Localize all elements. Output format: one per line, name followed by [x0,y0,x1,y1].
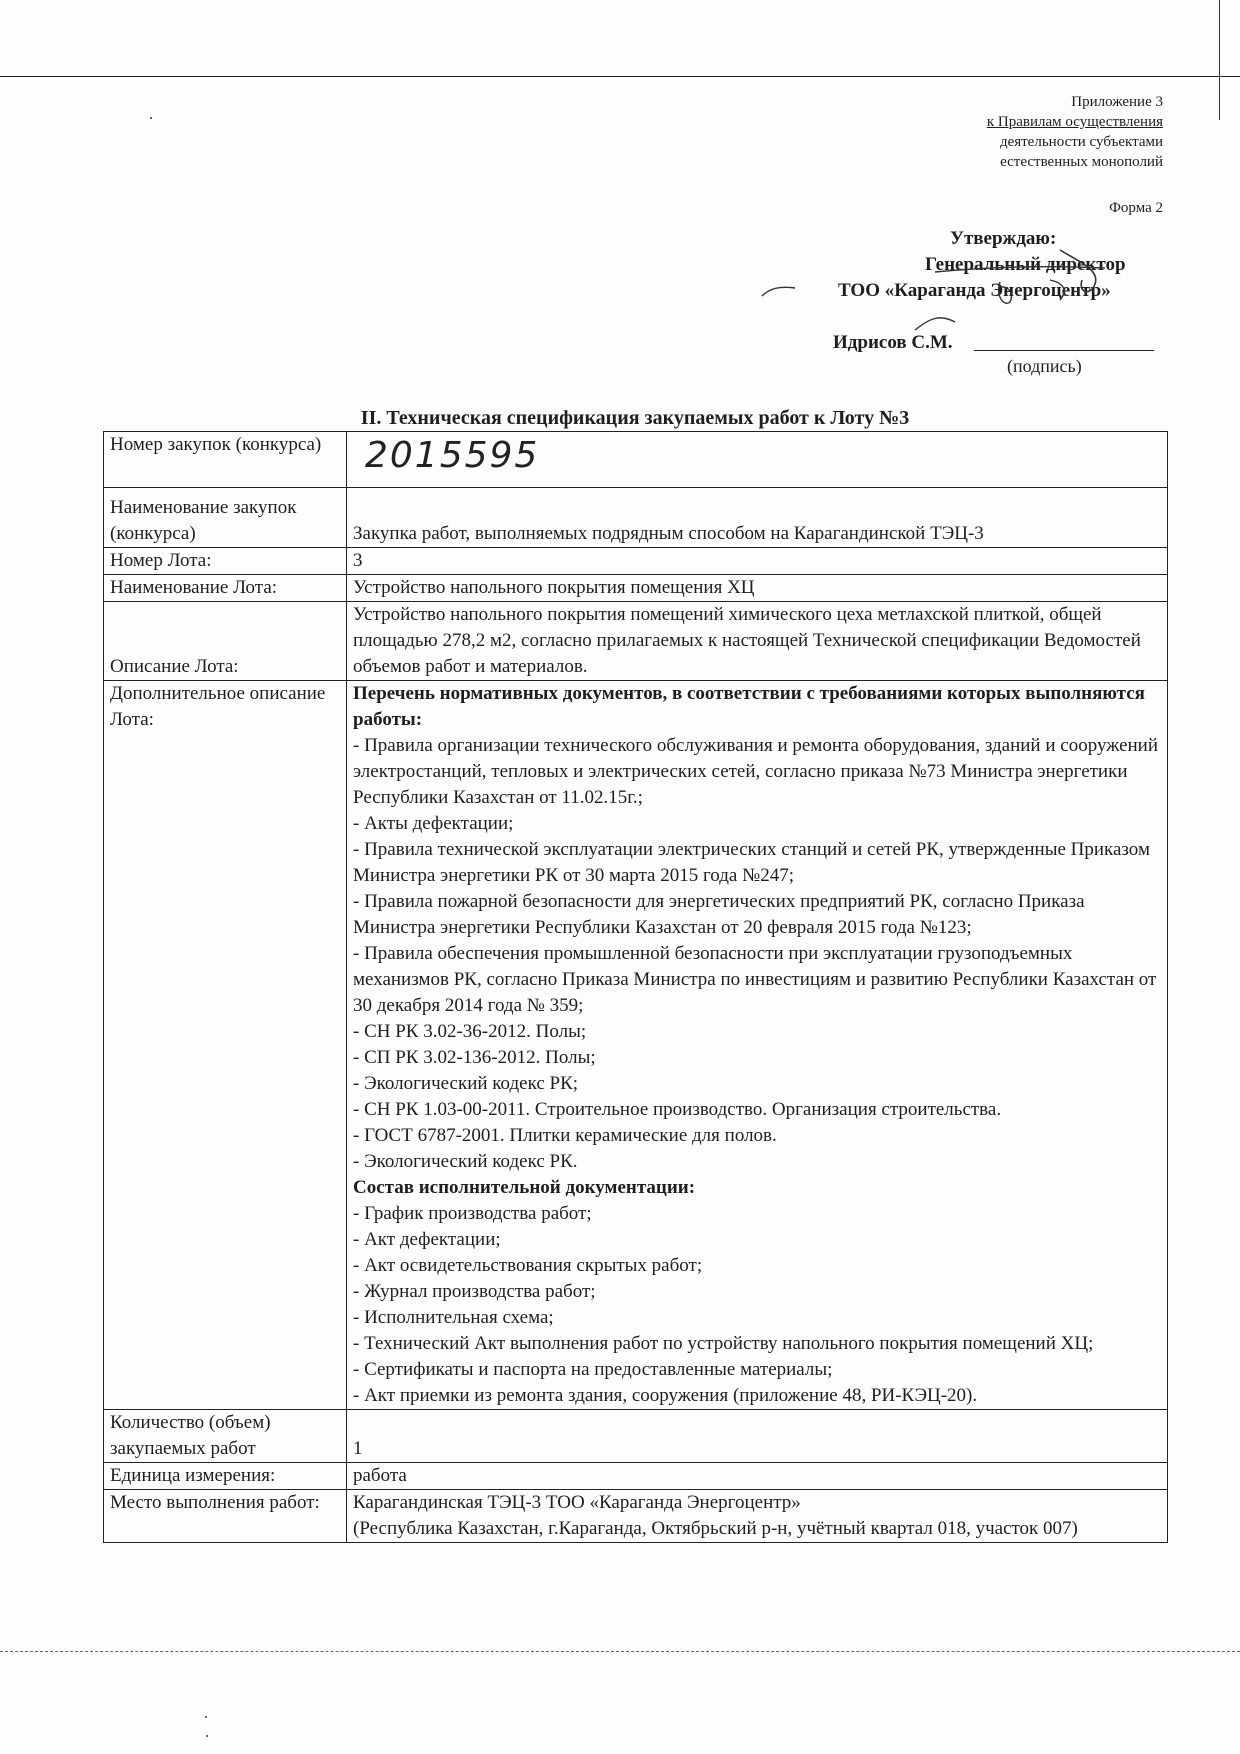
doc-item: - Сертификаты и паспорта на предоставленные материалы; [353,1359,833,1380]
appendix-reference [833,92,1163,172]
norm-item: - СН РК 3.02-36-2012. Полы; [353,1021,587,1042]
doc-item: - Журнал производства работ; [353,1281,596,1302]
approver-company: ТОО «Караганда Энергоцентр» [838,280,1111,301]
norm-item: - СН РК 1.03-00-2011. Строительное производство. Организация строительства. [353,1099,1002,1120]
norm-item: - ГОСТ 6787-2001. Плитки керамические для полов. [353,1125,777,1146]
label-lot-name: Наименование Лота: [104,575,347,602]
label-quantity: Количество (объем) закупаемых работ [104,1410,347,1463]
doc-item: - Исполнительная схема; [353,1307,554,1328]
table-row [104,602,1168,681]
approver-name: Идрисов С.М. [833,332,953,353]
norm-item: - Правила организации технического обслуживания и ремонта оборудования, зданий и сооружений электростанций, тепловых и электрических сетей, согласно приказа №73 Министра энергетики Республики Казахстан от 11.02.15г.; [353,735,1159,808]
approve-label: Утверждаю: [950,228,1057,249]
norm-item: - Правила пожарной безопасности для энергетических предприятий РК, согласно Приказа Министра энергетики Республики Казахстан от 20 февраля 2015 года №123; [353,891,1085,938]
label-purchase-name: Наименование закупок (конкурса) [104,488,347,548]
scan-edge-right [1219,0,1220,120]
location-line: (Республика Казахстан, г.Караганда, Октябрьский р-н, учётный квартал 018, участок 007) [353,1518,1078,1539]
value-lot-number: 3 [347,548,1168,575]
norm-item: - Экологический кодекс РК. [353,1151,578,1172]
label-additional-description: Дополнительное описание Лота: [104,681,347,1410]
table-row [104,1463,1168,1490]
value-lot-description: Устройство напольного покрытия помещений химического цеха метлахской плиткой, общей площадью 278,2 м2, согласно прилагаемых к настоящей Технической спецификации Ведомостей объемов работ и материалов. [347,602,1168,681]
norm-item: - СП РК 3.02-136-2012. Полы; [353,1047,596,1068]
value-additional-description [347,681,1168,1410]
value-purchase-name: Закупка работ, выполняемых подрядным способом на Карагандинской ТЭЦ-3 [347,488,1168,548]
form-number: Форма 2 [1109,200,1163,216]
label-lot-description: Описание Лота: [104,602,347,681]
scan-speck [150,117,152,119]
value-location [347,1490,1168,1543]
table-row [104,575,1168,602]
scan-edge-top [0,76,1240,77]
scan-edge-bottom [0,1651,1240,1652]
appendix-line: Приложение 3 [1071,94,1163,110]
norm-item: - Правила технической эксплуатации электрических станций и сетей РК, утвержденные Приказом Министра энергетики РК от 30 марта 2015 года №247; [353,839,1150,886]
doc-item: - Технический Акт выполнения работ по устройству напольного покрытия помещений ХЦ; [353,1333,1094,1354]
table-row [104,1410,1168,1463]
approval-block [760,222,1160,376]
label-lot-number: Номер Лота: [104,548,347,575]
docs-heading: Состав исполнительной документации: [353,1177,696,1198]
value-unit: работа [347,1463,1168,1490]
handwritten-signature [760,222,1160,372]
table-row [104,1490,1168,1543]
doc-item: - Акт дефектации; [353,1229,501,1250]
label-unit: Единица измерения: [104,1463,347,1490]
table-row [104,432,1168,488]
appendix-line [833,112,1163,132]
value-quantity: 1 [347,1410,1168,1463]
appendix-line-link: к Правилам осуществления [986,114,1163,130]
norms-heading: Перечень нормативных документов, в соответствии с требованиями которых выполняются работы: [353,683,1145,730]
table-row [104,681,1168,1410]
value-purchase-number [347,432,1168,488]
specification-table [103,431,1168,1543]
value-lot-name: Устройство напольного покрытия помещения ХЦ [347,575,1168,602]
doc-item: - Акт освидетельствования скрытых работ; [353,1255,703,1276]
norm-item: - Правила обеспечения промышленной безопасности при эксплуатации грузоподъемных механизмов РК, согласно Приказа Министра по инвестициям и развитию Республики Казахстан от 30 декабря 2014 года № 359; [353,943,1157,1016]
doc-item: - График производства работ; [353,1203,592,1224]
norm-item: - Экологический кодекс РК; [353,1073,579,1094]
location-line: Карагандинская ТЭЦ-3 ТОО «Караганда Энергоцентр» [353,1492,801,1513]
signature-caption: (подпись) [1007,356,1082,376]
scan-speck [206,1735,208,1737]
norm-item: - Акты дефектации; [353,813,514,834]
appendix-line: естественных монополий [1000,154,1163,170]
doc-item: - Акт приемки из ремонта здания, сооружения (приложение 48, РИ-КЭЦ-20). [353,1385,978,1406]
appendix-line: деятельности субъектами [999,134,1163,150]
label-location: Место выполнения работ: [104,1490,347,1543]
scan-speck [205,1716,207,1718]
table-row [104,548,1168,575]
document-title: II. Техническая спецификация закупаемых работ к Лоту №3 [360,407,910,429]
handwritten-purchase-number: 2015595 [365,435,540,476]
table-row [104,488,1168,548]
approver-position: Генеральный директор [925,254,1126,275]
label-purchase-number: Номер закупок (конкурса) [104,432,347,488]
